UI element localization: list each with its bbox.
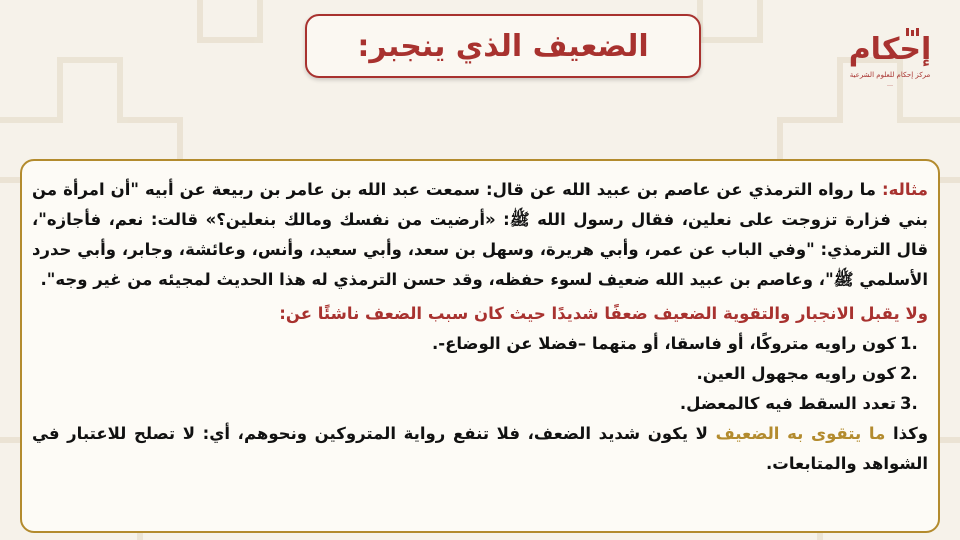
example-text-5: نعم، فأجازه"، قال الترمذي: "وفي الباب عن عمر، وأبي هريرة، وسهل بن سعد، وأبي سعيد، وأنس، وعائشة، وجابر، وأبي حدرد الأسلمي ﷺ"، وعاصم بن عبيد الله ضعيف لسوء حفظه، وقد حسن الترمذي له هذا الحديث لمجيئه من غير وجه". — [32, 210, 928, 289]
list-text: تعدد السقط فيه كالمعضل. — [679, 394, 896, 413]
reasons-list — [32, 329, 928, 419]
example-text-2: قال: — [486, 180, 524, 199]
example-paragraph — [32, 175, 928, 295]
list-number: 2. — [900, 364, 918, 383]
list-text: كون راويه متروكًا، أو فاسقا، أو متهما –فضلا عن الوضاع-. — [431, 334, 896, 353]
final-paragraph — [32, 419, 928, 479]
list-number: 1. — [900, 334, 918, 353]
brand-logo — [848, 26, 932, 92]
final-highlight: ما يتقوى به الضعيف — [715, 424, 886, 443]
example-text-1: ما رواه الترمذي عن عاصم بن عبيد الله عن — [523, 180, 883, 199]
list-text: كون راويه مجهول العين. — [696, 364, 896, 383]
example-label: مثاله: — [882, 180, 928, 199]
list-item — [32, 329, 918, 359]
list-number: 3. — [900, 394, 918, 413]
example-text-3: سمعت عبد الله بن عامر بن ربيعة عن أبيه "أن امرأة من بني فزارة تزوجت على نعلين، فقال رسول الله ﷺ: «أرضيت من نفسك ومالك بنعلين؟» — [32, 180, 928, 229]
logo-subtitle-2: … — [887, 81, 893, 88]
list-item — [32, 359, 918, 389]
list-item — [32, 389, 918, 419]
logo-wordmark: إحكام — [848, 32, 932, 67]
logo-subtitle: مركز إحكام للعلوم الشرعية — [849, 71, 931, 79]
final-text-1: وكذا — [885, 424, 928, 443]
content-box — [20, 159, 940, 533]
final-text-2: لا يكون شديد الضعف، فلا تنفع رواية المتروكين ونحوهم، أي: لا تصلح للاعتبار في الشواهد والمتابعات. — [32, 424, 928, 473]
example-text-4: قالت: — [150, 210, 199, 229]
title-box — [305, 14, 701, 78]
page-title: الضعيف الذي ينجبر: — [357, 28, 649, 64]
conditions-heading: ولا يقبل الانجبار والتقوية الضعيف ضعفًا شديدًا حيث كان سبب الضعف ناشئًا عن: — [279, 304, 928, 323]
